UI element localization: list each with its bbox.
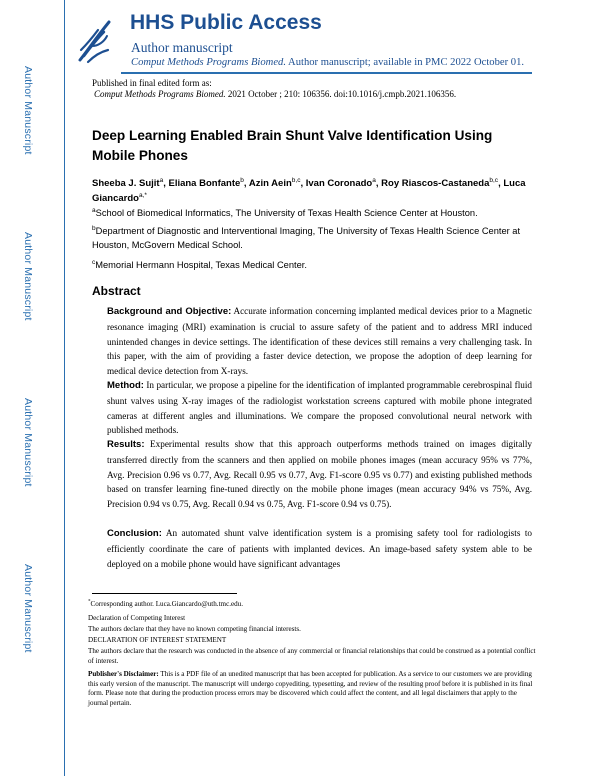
background-text: Accurate information concerning implanted medical devices prior to a Magnetic resonance imaging (MRI) examination is crucial to assure safety of the patient and to address MRI induced unintended changes in device settings. The identification of these devices still remains a very challenging task. In this paper, with the aim of providing a faster device detection, we propose the adoption of deep learning for medical device detection from X-rays.: [107, 306, 532, 377]
citation-journal: Comput Methods Programs Biomed.: [94, 89, 226, 99]
results-text: Experimental results show that this approach outperforms methods trained on images digitally transferred directly from the scanners and then applied on mobile phones images (mean accuracy 95% vs 77%, Avg. Precision 0.96 vs 0.77, Avg. Recall 0.95 vs 0.77, Avg. F1-score 0.95 vs 0.77) and existing published methods based on transfer learning fine-tuned directly on the mobile phone images (mean accuracy 94% vs 75%, Avg. Precision 0.94 vs 0.75, Avg. Recall 0.94 vs 0.75, Avg. F1-score 0.94 vs 0.75).: [107, 439, 532, 510]
author-separator: ,: [163, 178, 169, 189]
abstract-background: [107, 304, 532, 379]
conclusion-label: Conclusion:: [107, 528, 162, 539]
publisher-disclaimer: [88, 670, 538, 708]
author-affiliation-mark: a: [372, 176, 376, 184]
author-affiliation-mark: a,*: [139, 191, 147, 199]
affiliation: [92, 206, 532, 220]
disclaimer-label: Publisher's Disclaimer:: [88, 670, 159, 678]
affiliation-mark: c: [92, 258, 96, 266]
abstract-conclusion: [107, 526, 532, 571]
side-label-author-manuscript: Author Manuscript: [22, 232, 34, 321]
affiliation-mark: a: [92, 206, 96, 214]
background-label: Background and Objective:: [107, 306, 232, 317]
affiliation-mark: b: [92, 224, 96, 232]
competing-interest-text: The authors declare that they have no known competing financial interests.: [88, 625, 301, 633]
footnote-rule: [92, 593, 237, 594]
author-name: Luca Giancardo: [92, 178, 526, 204]
affiliation: [92, 258, 532, 272]
availability-text: Author manuscript; available in PMC 2022 October 01.: [285, 57, 525, 68]
corresponding-author-note: [88, 600, 538, 610]
journal-name: Comput Methods Programs Biomed.: [131, 57, 286, 68]
abstract-results: [107, 437, 532, 512]
method-text: In particular, we propose a pipeline for the identification of implanted programmable cerebrospinal fluid shunt valves using X-ray images of the radiologist workstation screens captured with mobile phone integrated cameras at different angles and illuminations. We compare the proposed convolutional neural network with published methods.: [107, 380, 532, 436]
author-affiliation-mark: b: [240, 176, 244, 184]
declaration-text: The authors declare that the research was conducted in the absence of any commercial or financial relationships that could be construed as a potential conflict of interest.: [88, 647, 536, 665]
author-name: Eliana Bonfante: [168, 178, 241, 189]
author-separator: ,: [243, 178, 249, 189]
side-label-author-manuscript: Author Manuscript: [22, 564, 34, 653]
abstract-heading: Abstract: [92, 284, 141, 298]
author-separator: ,: [498, 178, 504, 189]
author-name: Sheeba J. Sujit: [92, 178, 160, 189]
author-affiliation-mark: a: [159, 176, 164, 184]
author-name: Azin Aein: [248, 178, 292, 189]
affiliation-text: Memorial Hermann Hospital, Texas Medical Center.: [95, 260, 307, 270]
affiliation: [92, 224, 532, 252]
author-affiliation-mark: b,c: [489, 176, 499, 184]
author-manuscript-subtitle: Author manuscript: [131, 40, 233, 55]
results-label: Results:: [107, 439, 145, 450]
author-separator: ,: [375, 178, 382, 189]
publication-citation: [94, 89, 456, 99]
author-separator: ,: [300, 178, 306, 189]
article-title: Deep Learning Enabled Brain Shunt Valve Identification Using Mobile Phones: [92, 128, 493, 163]
hhs-public-access-title: HHS Public Access: [130, 11, 322, 34]
author-affiliation-mark: b,c: [291, 176, 301, 184]
footnote-mark: *: [88, 599, 91, 605]
margin-rule: [64, 0, 65, 776]
method-label: Method:: [107, 380, 144, 391]
disclaimer-text: This is a PDF file of an unedited manuscript that has been accepted for publication. As a service to our customers we are providing this early version of the manuscript. The manuscript will undergo copyediting, typesetting, and review of the resulting proof before it is published in its final form. Please note that during the production process errors may be discovered which could affect the content, and all legal disclaimers that apply to the journal pertain.: [88, 670, 533, 707]
affiliation-text: Department of Diagnostic and Interventional Imaging, The University of Texas Health Science Center at Houston, McGovern Medical School.: [92, 226, 521, 250]
hhs-eagle-logo-icon: [76, 16, 112, 66]
competing-interest-heading: Declaration of Competing Interest: [88, 614, 186, 622]
conclusion-text: An automated shunt valve identification system is a promising safety tool for radiologists to efficiently coordinate the care of patients with implanted devices. An image-based safety system able to be deployed on a mobile phone would have significant advantages: [107, 528, 532, 569]
affiliation-text: School of Biomedical Informatics, The University of Texas Health Science Center at Houston.: [95, 208, 478, 218]
side-label-author-manuscript: Author Manuscript: [22, 398, 34, 487]
citation-details: 2021 October ; 210: 106356. doi:10.1016/j.cmpb.2021.106356.: [225, 89, 457, 99]
declaration-heading: DECLARATION OF INTEREST STATEMENT: [88, 636, 227, 644]
author-name: Roy Riascos-Castaneda: [381, 178, 490, 189]
author-name: Ivan Coronado: [305, 178, 373, 189]
author-list: [92, 176, 532, 206]
header-rule: [121, 72, 532, 74]
journal-availability-line: [131, 57, 524, 68]
corresponding-text: Corresponding author. Luca.Giancardo@uth.tmc.edu.: [90, 600, 244, 608]
abstract-method: [107, 378, 532, 438]
side-label-author-manuscript: Author Manuscript: [22, 66, 34, 155]
published-label: Published in final edited form as:: [92, 78, 212, 88]
